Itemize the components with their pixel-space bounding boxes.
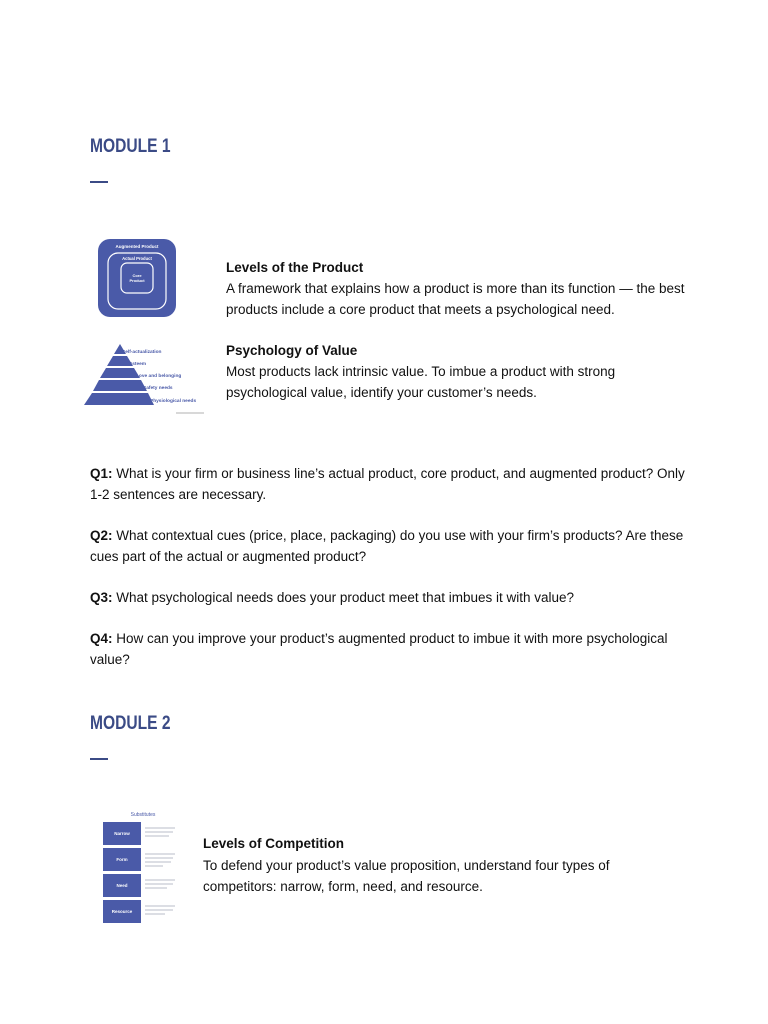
- question-3-label: Q3:: [90, 590, 113, 605]
- competition-narrow: Narrow: [114, 831, 130, 836]
- question-1: [90, 463, 690, 505]
- psychology-of-value-title: Psychology of Value: [226, 343, 358, 358]
- question-4-label: Q4:: [90, 631, 113, 646]
- competition-need: Need: [116, 883, 128, 888]
- levels-of-competition-title: Levels of Competition: [203, 836, 345, 851]
- question-1-text: What is your firm or business line’s actual product, core product, and augmented product? Only 1-2 sentences are necessary.: [90, 466, 685, 502]
- competition-form: Form: [116, 857, 128, 862]
- module-1-title: MODULE 1: [90, 136, 171, 157]
- module-1-dash: [90, 181, 108, 183]
- figure-label-actual: Actual Product: [122, 256, 152, 261]
- psychology-of-value-desc: Most products lack intrinsic value. To imbue a product with strong psychological value, identify your customer’s needs.: [226, 364, 616, 400]
- question-4: [90, 628, 690, 670]
- competition-resource: Resource: [111, 909, 133, 914]
- question-1-label: Q1:: [90, 466, 113, 481]
- module-2-dash: [90, 758, 108, 760]
- levels-of-product-figure: [98, 239, 176, 317]
- figure-label-augmented: Augmented Product: [115, 244, 159, 249]
- levels-of-product-desc: A framework that explains how a product is more than its function — the best products include a core product that meets a psychological need.: [226, 281, 685, 317]
- module-2-title: MODULE 2: [90, 713, 171, 734]
- question-2-label: Q2:: [90, 528, 113, 543]
- psychology-of-value-figure: [80, 341, 210, 417]
- levels-of-competition-desc: To defend your product’s value proposition, understand four types of competitors: narrow, form, need, and resource.: [203, 858, 610, 894]
- question-4-text: How can you improve your product’s augmented product to imbue it with more psychological value?: [90, 631, 668, 667]
- competition-heading: Substitutes: [130, 812, 156, 818]
- question-3-text: What psychological needs does your product meet that imbues it with value?: [112, 590, 575, 605]
- pyramid-label-physiological: Physiological needs: [150, 399, 197, 404]
- figure-label-core: Core: [132, 273, 142, 278]
- figure-label-product: Product: [129, 278, 145, 283]
- levels-of-product-title: Levels of the Product: [226, 260, 364, 275]
- question-2: [90, 525, 690, 567]
- question-3: [90, 587, 690, 608]
- pyramid-label-love: Love and belonging: [136, 374, 182, 379]
- pyramid-label-esteem: Esteem: [129, 362, 147, 367]
- pyramid-label-safety: Safety needs: [143, 386, 173, 391]
- question-2-text: What contextual cues (price, place, packaging) do you use with your firm’s products? Are these cues part of the actual or augmented product?: [90, 528, 684, 564]
- levels-of-competition-figure: [101, 808, 185, 928]
- pyramid-label-self-actualization: Self-actualization: [122, 350, 162, 355]
